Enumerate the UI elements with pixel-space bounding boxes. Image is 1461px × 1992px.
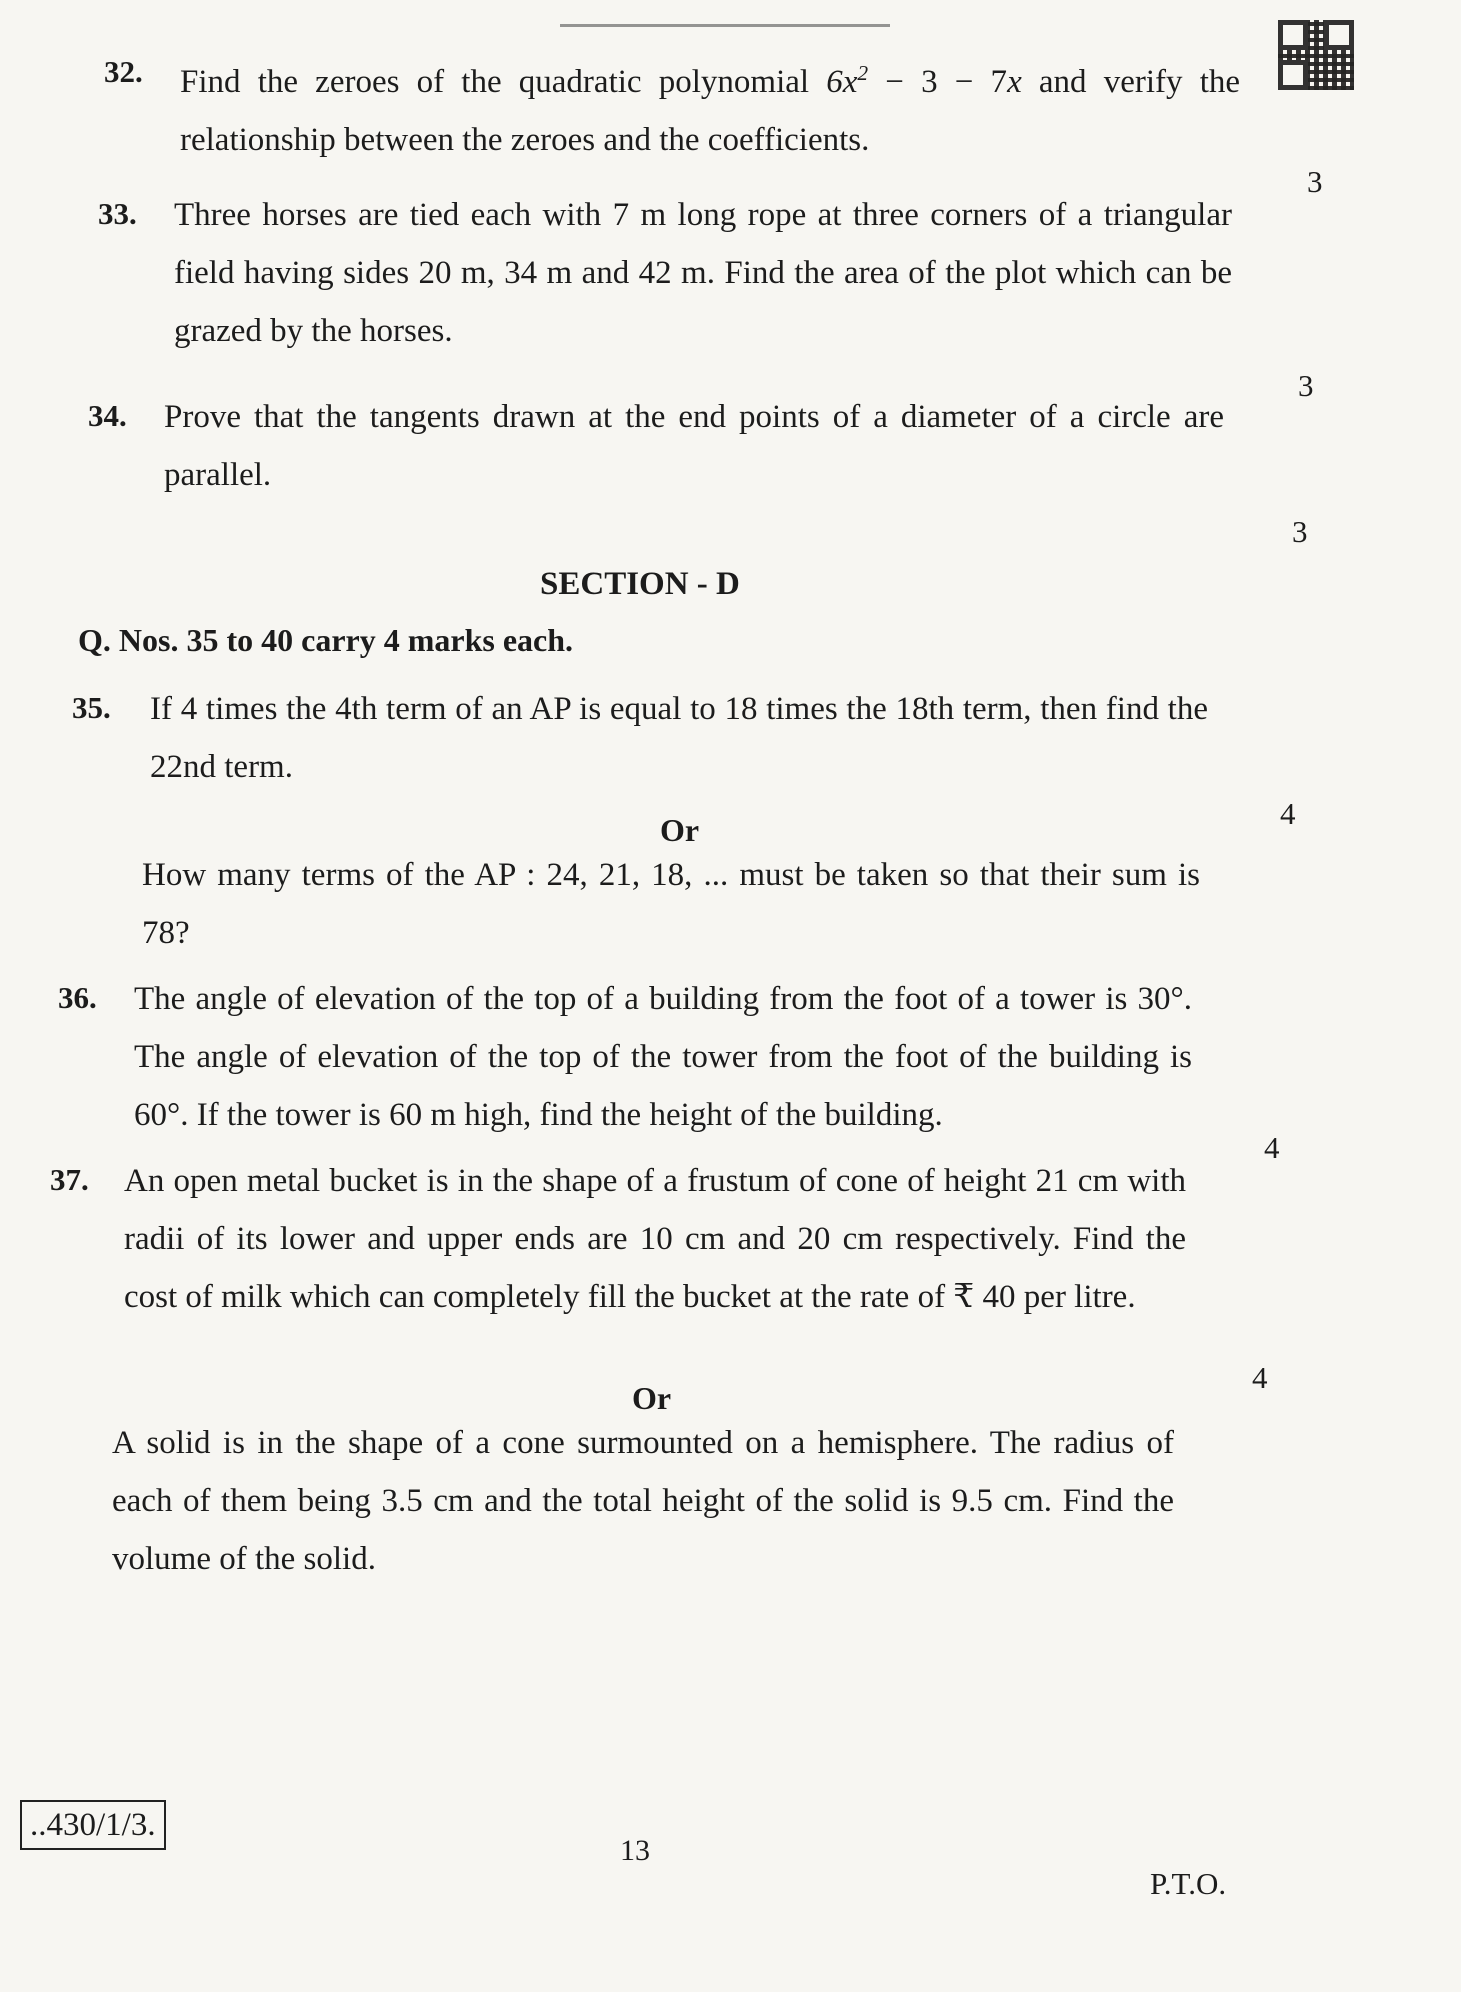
- alternative-question-text: How many terms of the AP : 24, 21, 18, ... must be taken so that their sum is 78?: [142, 857, 1200, 951]
- poly-exp: 2: [857, 61, 869, 85]
- qr-code-icon: [1278, 20, 1354, 90]
- marks: 3: [1307, 164, 1323, 199]
- or-label: Or: [632, 1380, 672, 1416]
- question-text: Prove that the tangents drawn at the end points of a diameter of a circle are parallel.: [164, 399, 1224, 493]
- paper-code: ..430/1/3.: [20, 1800, 166, 1850]
- question-number: 35.: [72, 690, 111, 725]
- poly-var2: x: [1007, 64, 1022, 100]
- or-label: Or: [660, 812, 700, 848]
- question-text: An open metal bucket is in the shape of a frustum of cone of height 21 cm with radii of its lower and upper ends are 10 cm and 20 cm respectively. Find the cost of milk which can completely fill the bucket at the rate of ₹ 40 per litre.: [124, 1163, 1186, 1315]
- question-number: 34.: [88, 398, 127, 433]
- section-instruction: Q. Nos. 35 to 40 carry 4 marks each.: [78, 622, 574, 658]
- question-text-part: and verify the relationship between the zeroes and the coefficients.: [180, 64, 1241, 158]
- pto-label: P.T.O.: [1150, 1866, 1227, 1901]
- polynomial: [826, 61, 1022, 100]
- question-text: If 4 times the 4th term of an AP is equal to 18 times the 18th term, then find the 22nd term.: [150, 691, 1208, 785]
- question-number: 32.: [104, 54, 143, 89]
- marks: 3: [1292, 514, 1308, 549]
- question-text: [180, 44, 1240, 169]
- poly-rest: − 3 − 7: [868, 64, 1008, 100]
- marks: 4: [1280, 796, 1296, 831]
- question-text: Three horses are tied each with 7 m long rope at three corners of a triangular field having sides 20 m, 34 m and 42 m. Find the area of the plot which can be grazed by the horses.: [174, 197, 1232, 349]
- section-title: SECTION - D: [540, 566, 740, 602]
- page-number: 13: [620, 1834, 650, 1867]
- question-text-part: Find the zeroes of the quadratic polynomial: [180, 64, 810, 100]
- alternative-question-text: A solid is in the shape of a cone surmounted on a hemisphere. The radius of each of them being 3.5 cm and the total height of the solid is 9.5 cm. Find the volume of the solid.: [112, 1425, 1174, 1577]
- poly-coeff: 6: [826, 64, 843, 100]
- marks: 4: [1264, 1130, 1280, 1165]
- top-rule: [560, 24, 890, 27]
- poly-var: x: [842, 64, 858, 100]
- question-number: 36.: [58, 980, 97, 1015]
- marks: 3: [1298, 368, 1314, 403]
- marks: 4: [1252, 1360, 1268, 1395]
- question-text: The angle of elevation of the top of a building from the foot of a tower is 30°. The angle of elevation of the top of the tower from the foot of the building is 60°. If the tower is 60 m high, find the height of the building.: [134, 981, 1192, 1133]
- question-number: 33.: [98, 196, 137, 231]
- question-number: 37.: [50, 1162, 89, 1197]
